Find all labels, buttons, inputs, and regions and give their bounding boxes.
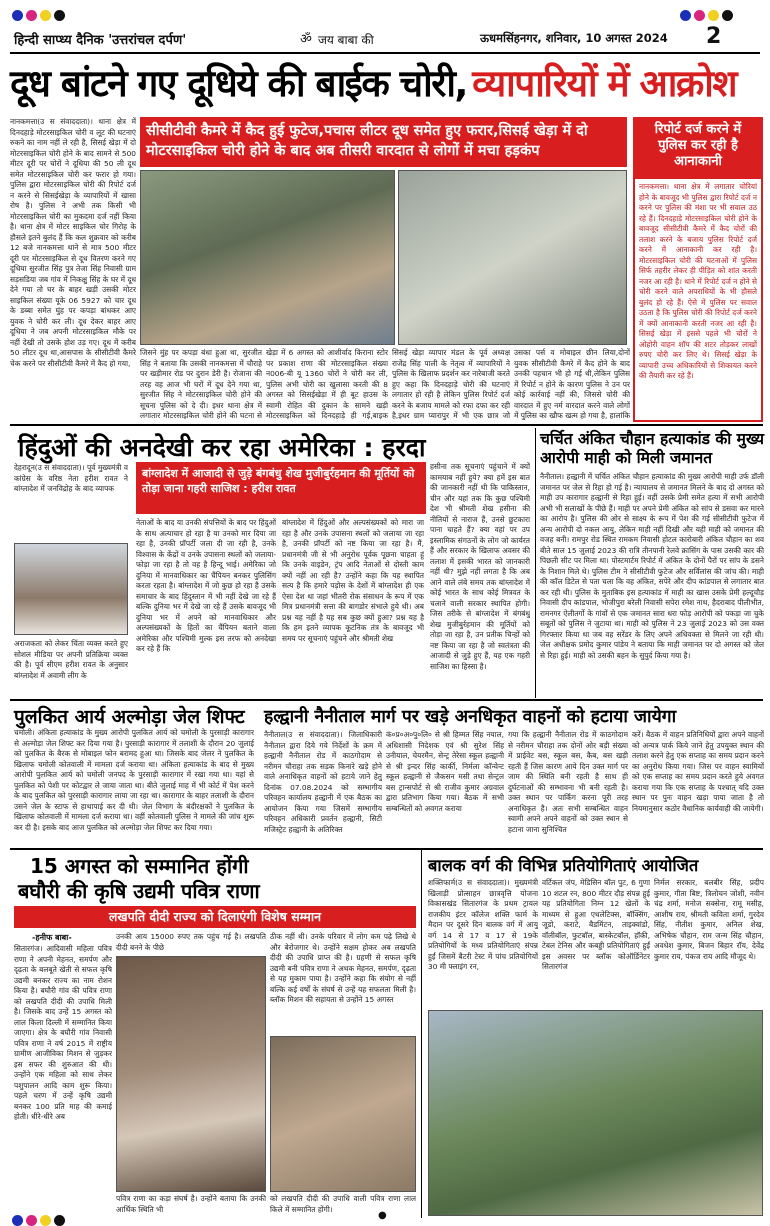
story2-col3: बांग्लादेश में हिंदुओं और अल्पसंख्यकों को मारा जा रहा है और उनके उपासना स्थलों को जलाया जा रहा है, उनकी प्रॉपर्टी को नष्ट किया जा रहा है। मैं, प्रधानमंत्री जी से भी अनुरोध पूर्वक पूछना चाहता हूं कि उनके वाइडेन, ट्रंप आदि नेताओं से दोस्ती काम क्यों नहीं आ रही है? उन्होंने कहा कि यह स्थापित सत्य है कि हमारे पड़ोस के देशों में बांग्लादेश ही एक ऐसा देश था जहां भीतरी रोक संसाधन के रूप में एक मित्र प्रधानमंत्री सत्ता की बागडोर संभाले हुये थी। अब प्रश्न यह नहीं है यह सब कुछ क्यों हुआ? प्रश्न यह है कि हम इतने व्यापक कूटनिक तंत्र के बावजूद भी समय पर सूचनाएं पहुंचने और श्रीमती शेख	[282, 518, 424, 643]
pavitra-rana-photo	[116, 956, 266, 1192]
registration-dots-bottom	[12, 1211, 68, 1226]
story7-headline: बालक वर्ग की विभिन्न प्रतियोगिताएं आयोजित	[428, 856, 699, 875]
registration-dots-right	[680, 6, 736, 25]
vrule-1	[535, 428, 536, 698]
dot-magenta	[694, 10, 705, 21]
story6-col1: सितारगंज। आदिवासी महिला पवित्र राणा ने अपनी मेहनत, समर्पण और दृढ़ता के बलबूते खेती से सफल कृषि उद्यमी बनकर राज्य का नाम रोशन किया है। बघौरी गांव की पवित्र राणा को लखपति दीदी की उपाधि मिली है। जिसके बाद उन्हें 15 अगस्त को लाल किला दिल्ली में सम्मानित किया जाएगा। क्षेत्र के बघौरी गांव निवासी पवित्र राणा ने वर्ष 2015 में राष्ट्रीय ग्रामीण आजीविका मिशन से जुड़कर इस सफर की शुरुआत की थी। उन्होंने एक महिला को साथ लेकर पशुपालन आदि काम शुरू किया। पहले चरण में उन्हें कृषि उद्यमी बनकर 100 प्रति माह की कमाई होती। धीरे-धीरे अब	[14, 944, 112, 1121]
story6-col3-top: ठीक नहीं थी। उनके परिवार में लोग कम पढ़े लिखे थे और बेरोजगार थे। उन्होंने सक्षम होकर अब लखपति दीदी की उपाधि प्राप्त की है। ग्रहणी से सफल कृषि उद्यमी बनी पवित्र राणा ने अथक मेहनत, समर्पण, दृढ़ता से यह मुकाम पाया है। उन्होंने कहा कि संयोग से नहीं बल्कि कई वर्षों के संघर्ष से उन्हें यह सफलता मिली है। ब्लॉक मिशन की सहायता से उन्होंने 15 अगस्त	[270, 932, 416, 1004]
lead-col3: खेड़ा में 6 अगस्त को आशीर्वाद किराना स्टोर पर प्रकाश राणा की मोटरसाइकिल संख्या न006-बी यू 1360 चोरों ने चोरी कर ली, पुलिस अभी चोरी का खुलासा करती की 8 अगस्त को सिसईखेड़ा में ही बूट हाउस के स्वामी रोहित की दुकान के सामने खड़ी मोटरसाइकिल को दिनदहाड़े ही गई,बाइक	[266, 348, 388, 420]
divider-3	[10, 848, 763, 850]
story6-banner: लखपति दीदी राज्य को दिलाएंगी विशेष सम्मान	[14, 906, 416, 928]
story6-headline-l1: 15 अगस्त को सम्मानित होंगी	[30, 854, 249, 878]
story4-headline: पुलकित आर्य अल्मोड़ा जेल शिफ्ट	[14, 706, 245, 728]
header-rule	[10, 52, 760, 54]
dot-black	[722, 10, 733, 21]
dot-magenta	[26, 10, 37, 21]
dot-black	[54, 10, 65, 21]
dot-yellow	[40, 1215, 51, 1226]
header-center: जय बाबा की	[318, 33, 374, 47]
story2-red-sub: बांग्लादेश में आजादी से जुड़े बंगबंधु शेख मुजीबुर्रहमान की मूर्तियों को तोड़ा जाना गहरी साजिश : हरीश रावत	[136, 462, 426, 514]
police-box-title: रिपोर्ट दर्ज करने में पुलिस कर रही है आनाकानी	[635, 119, 761, 179]
police-box	[633, 117, 763, 422]
story6-headline-l2: बघौरी की कृषि उद्यमी पवित्र राणा	[18, 879, 260, 903]
page-number: 2	[706, 24, 722, 49]
divider-2	[10, 699, 763, 701]
cctv-photo	[398, 170, 627, 345]
paper-name: हिन्दी साप्ध्य दैनिक 'उत्तरांचल दर्पण'	[14, 33, 187, 48]
lead-headline-black: दूध बांटने गए दूधिये की बाईक चोरी,	[10, 62, 467, 105]
police-box-body: नानकमत्ता। थाना क्षेत्र में लगातार चोरियां होने के बावजूद भी पुलिस द्वारा रिपोर्ट दर्ज न करने पर पुलिस की मंशा पर भी सवाल उठ रहे हैं। दिनदहाड़े मोटरसाइकिल चोरी होने के बावजूद सीसीटीवी कैमरे में कैद चोरों की तलाश करने के बजाय पुलिस रिपोर्ट दर्ज करने में आनाकानी कर रही है। मोटरसाइकिल चोरी की घटनाओं में पुलिस सिर्फ तहरीर लेकर ही पीड़ित को शांत करती नजर आ रही है। थाने में रिपोर्ट दर्ज न होने से चोरी करने वाले अपराधियों के भी हौसले बुलंद हो रहे हैं। ऐसे में पुलिस पर सवाल उठता है कि पुलिस चोरी की रिपोर्ट दर्ज करने में क्यों आनाकानी करती नजर आ रही है। सिसई खेड़ा में इससे पहले भी चोरों ने ओहोरी वाहन शॉप की शटर तोड़कर लाखों रुपए चोरी कर लिए थे। सिसई खेड़ा के व्यापारी उच्च अधिकारियों से शिकायत करने की तैयारी कर रहे हैं।	[639, 182, 757, 380]
story6-byline: -हनीफ बाबा-	[32, 933, 72, 942]
divider-1	[10, 424, 763, 426]
story6-col2-bottom: पवित्र राणा का कड़ा संघर्ष है। उन्होंने बताया कि उनकी आर्थिक स्थिति भी	[116, 1194, 266, 1214]
dot-magenta	[26, 1215, 37, 1226]
vrule-2	[421, 850, 422, 1218]
story7-col2: वर्टिकल जंप, मेडिसिन बॉल पुट, 6 गुणा 10 शटल रन, 800 मीटर दौड़ संपन्न हुई यह प्रतियोगिता निम्न 12 खेलों के माध्यम से हुआ एथलेटिक्स, बॉक्सिंग, जूडो, कराटे, बैडमिंटन, ताइक्वांडो, वॉलीबॉल, फुटबॉल, बास्केटबॉल, हॉकी, टेबल टेनिस और कबड्डी प्रतियोगिताएं हुईं इस अवसर पर ब्लॉक कोऑर्डिनेटर सितारगंज	[542, 878, 650, 971]
om-icon: ॐ	[300, 32, 312, 47]
story7-col1: शक्तिफार्म(उ स संवाददाता)। मुख्यमंत्री खिलाड़ी प्रोत्साहन छात्रवृत्ति योजना विकासखंड सितारगंज के प्रथम ट्रायल राजकीय इंटर कॉलेज शक्ति फार्म के मैदान पर दूसरे दिन बालक वर्ग में आयु वर्ग 14 से 17 व 17 से 19के प्रतियोगियों के मध्य प्रतियोगिताएं संपन्न हुईं जिसमें बैटरी टेस्ट में पांच प्रतियोगियों 30 मी फ्लाइंग रन,	[428, 878, 538, 971]
lead-col4: सिसई खेड़ा व्यापार मंडल के पूर्व अध्यक्ष राजेंद्र सिंह पाली के नेतृत्व में व्यापारियों ने पुलिस के खिलाफ प्रदर्शन कर नारेबाजी करते हुए कहा कि दिनदहाड़े चोरी की घटनाएं लगातार हो रही है लेकिन पुलिस रिपोर्ट दर्ज करने के बजाय मामले को रफा दफा कर रही है,इधर ग्राम प्यारापुर में भी एक छात्र जो	[392, 348, 510, 420]
dot-blue	[12, 10, 23, 21]
footer-mark: ●	[378, 1210, 387, 1221]
harish-rawat-photo	[14, 543, 128, 635]
story4-body: चमोली। अंकिता हत्याकांड के मुख्य आरोपी पुलकित आर्य को चमोली के पुरसाड़ी कारागार से अल्मोड़ा जेल शिफ्ट कर दिया गया है। पुरसाड़ी कारागार में तलाशी के दौरान 20 जुलाई को पुलकित के बैरक से मोबाइल फोन बरामद हुआ था। जिसके बाद जेलर ने पुलकित के खिलाफ चमोली कोतवाली में मामला दर्ज कराया था। अंकिता हत्याकांड के बाद से मुख्य आरोपी पुलकित आर्य को चमोली जनपद के पुरसाड़ी कारागार में रखा गया था। यहां से पुलकित को पेशी पर कोटद्वार ले जाया जाता था। बीते जुलाई माह में भी कोर्ट में पेश करने के बाद पुलकित को पुरसाड़ी कारागार लाया जा रहा था। कारागार के बाहर तलाशी के दौरान उसने जेल के स्टाफ से हाथापाई कर दी थी। जेल विभाग के बंदीरक्षकों ने पुलकित के खिलाफ कोतवाली में मामला दर्ज कराया था। वहीं कोतवाली पुलिस ने मामले की जांच शुरू कर दी है। इसके बाद आज पुलकित को अल्मोड़ा जेल शिफ्ट कर दिया गया।	[14, 728, 254, 832]
story2-col4: हसीना तक सूचनाएं पहुंचाने में क्यों कामयाब नहीं हुये? क्या हमें इस बात की जानकारी नहीं थी कि पाकिस्तान, चीन और यहां तक कि कुछ पश्चिमी देश भी श्रीमती शेख हसीना की नीतियों से नाराज हैं, उनसे छुटकारा पाना चाहते हैं? क्या वहां पर उप इस्लामिक संगठनों के लोग जो कार्यरत हैं और सरकार के खिलाफ अवसर की तलाश में इसकी भारत को जानकारी नहीं थी? मुझे नहीं लगता है कि अब आने वाले लंबे समय तक बांग्लादेश में कोई भारत के साथ कोई मित्रवत के चलाने वाली सरकार स्थापित होगी। जिस तरीके से बांग्लादेश में बंगबंधु शेख मुजीबुर्रहमान की मूर्तियों को तोड़ा जा रहा है, उन प्रतीक चिन्हों को नष्ट किया जा रहा है जो स्वतंत्रता की आजादी से जुड़े हुए हैं, यह एक गहरी साजिश का हिस्सा है।	[430, 462, 530, 671]
story6-col3-bottom: को लखपति दीदी की उपाधि वाली पवित्र राणा लाल किले में सम्मानित होंगी।	[270, 1194, 416, 1214]
dot-yellow	[708, 10, 719, 21]
story5-col4: करें। बैठक में वाहन प्रतिनिधियों द्वारा अपने वाहनों को अन्यत्र पार्क किये जाने हेतु उपयुक्त स्थान की तलाश करने हेतु एक सप्ताह का समय प्रदान करने का अनुरोध किया गया। जिस पर वाहन स्वामियों को एक सप्ताह का समय प्रदान करते हुये अवगत कराया गया कि एक सप्ताह के पश्चात् यदि उक्त स्थान पर पुनः वाहन खड़ा पाया जाता है तो नियमानुसार कठोर वैधानिक कार्यवाही की जायेगी।	[632, 730, 764, 813]
dateline: ऊधमसिंहनगर, शनिवार, 10 अगस्त 2024	[480, 31, 668, 45]
dot-yellow	[40, 10, 51, 21]
registration-dots-left	[12, 6, 68, 25]
story3-headline: चर्चित अंकित चौहान हत्याकांड की मुख्य आरोपी माही को मिली जमानत	[540, 430, 765, 467]
lead-col1: नानकमत्ता(उ स संवाददाता)। थाना क्षेत्र में दिनदहाड़े मोटरसाइकिल चोरी व लूट की घटनाएं रुकने का नाम नहीं ले रही है, सिसई खेड़ा में दो मोटरसाइकिल चोरी होने के बाद सामने से 500 मीटर दूरी पर चोरों ने दूधिया की 50 ली दूध समेत मोटरसाइकिल चोरी कर फरार हो गया। पुलिस द्वारा मोटरसाइकिल चोरी की रिपोर्ट दर्ज न करने से सिसईखेड़ा के व्यापारियों में खासा रोष है। पुलिस ने अभी तक किसी भी मोटरसाइकिल चोरी का मुकदमा दर्ज नहीं किया है। थाना क्षेत्र में मोटर साइकिल चोर गिरोह के हौसले इतने बुलंद हैं कि कल शुक्रवार को करीब 12 बजे नानकमत्ता थाने से मात्र 500 मीटर दूरी पर मोटरसाइकिल से दूध वितरण करने गए दूधिया सुरजीत सिंह पुत्र तेजा सिंह निवासी ग्राम सड़सडिया जब गांव में निकक्षु सिंह के घर में दूध देने गया तो घर के बाहर खड़ी उसकी मोटर साइकिल संख्या यूके 06 5927 को चार दूध के डब्बा समेत घुंह पर कपड़ा बांधकर आए युवक ने चोरी कर ली। दूध देकर बाहर आए दूधिया ने जब अपनी मोटरसाइकिल मौके पर नहीं देखी तो उसके होश उड़ गए। दूध में करीब 50 लीटर दूध था,आसपास के सीसीटीवी कैमरे चेक करने पर सीसीटीवी कैमरे में कैद हो गया,	[10, 117, 136, 368]
lead-col2: जिसने मुंह पर कपड़ा बंधा हुआ था, सुरजीत सिंह ने बताया कि उसकी नानकमत्ता में चौराहे पर खड़ीमार रोड पर दुरान डेरी है। रोजाना की तरह वह आज भी घरों में दूध देने गया था, सुरजीत सिंह ने मोटरसाइकिल चोरी होने की सूचना पुलिस को दे दी। इधर थाना क्षेत्र में लगातार मोटरसाइकिल चोरी होने की घटना से	[140, 348, 262, 420]
story7-col3: निर्मल सरकार, बलबीर सिंह, प्रदीप कुमार, गीता बिष्ट, त्रिलोचन जोशी, नवीन चंद्र शर्मा, मनोज सक्सेना, रामू मसीह, आशीष राय, श्रीमती कविता शर्मा, गुरदेव सिंह, नीतीश कुमार, अनिल शेख, अभिषेक चौहान, राम जन्म सिंह चौहान, अवधेश कुमार, बिजन बिहार रॉय, देवेंद्र कुमार राय, पंकज राय आदि मौजूद थे।	[654, 878, 764, 961]
story2-col1b: अराजकता को लेकर चिंता व्यक्त करते हुए सोशल मीडिया पर अपनी प्रतिक्रिया व्यक्त की है। पूर्व सीएम हरीश रावत के अनुसार बांग्लादेश में अवामी लीग के	[14, 639, 128, 680]
story5-col3: गया कि हल्द्वानी नैनीताल रोड में काठगोदाम से नरीमन चौराहा तक दोनों ओर बड़ी संख्या में प्राईवेट बस, स्कूल बस, कैब, बस खड़ी रहती हैं जिस कारण आये दिन उक्त मार्ग पर जाम की स्थिति बनी रहती है साथ ही दुर्घटनाओं की सम्भावना भी बनी रहती है। उक्त स्थान पर पार्किंग करना पूरी तरह अनाधिकृत है। अतः सभी सम्बन्धित वाहन स्वामी अपने अपने वाहनों को उक्त स्थान से हटाना जाना सुनिश्चित	[508, 730, 628, 834]
lead-sub-banner: सीसीटीवी कैमरे में कैद हुई फुटेज,पचास लीटर दूध समेत हुए फरार,सिसई खेड़ा में दो मोटरसाइकिल चोरी होने के बाद अब तीसरी वारदात से लोगों में मचा हड़कंप	[140, 117, 627, 167]
lead-headline-red: व्यापारियों में आक्रोश	[472, 62, 736, 105]
story2-col2: नेताओं के बाद या उनकी संपत्तियों के बाद पर हिंदुओं के साथ अत्याचार हो रहा है या उनको मार दिया जा रहा है, उनकी प्रॉपर्टी जला दी जा रही है, उनके विश्वास के केंद्रों व उनके उपासना स्थलों को जलाया-फोड़ा जा रहा है तो वह है हिन्दू भाई। अमेरिका जो दुनिया में मानवाधिकार का चैंपियन बनकर पुलिसिंग करता रहता है। बांग्लादेश में जो कुछ हो रहा है उसके समाचार के बाद हिंदुस्तान में भी नहीं देखे जा रहे हैं बल्कि दुनिया भर में देखे जा रहे हैं उसके बावजूद भी दुनिया भर में अपने को मानवाधिकार और अल्पसंख्यकों के हितों का चैंपियन बताने वाला अमेरिका और पश्चिमी मुल्क इस तरफ को अनदेखा कर रहे हैं कि	[136, 518, 276, 653]
lead-col5: उसका पर्स व मोबाइल छीन लिया,दोनों युवक सीसीटीवी कैमरे में कैद होने के बाद उनकी पहचान भी हो गई थी,लेकिन पुलिस में रिपोर्ट न होने के कारण पुलिस ने उन पर कोई कार्रवाई नहीं की, जिससे चोरी की वारदात में हुए नर्म वारदात करने वाले लोगों में पुलिस का खौफ खत्म हो गया है, हालांकि	[514, 348, 630, 420]
story5-col2: कं०प्र०अ०पु०लि० से श्री हिम्मत सिंह नयाल, अधिशासी निदेशक एवं श्री सुरेश सिंह उनीयाल, चेयरमैन, सेन्ट्र तेरेसा स्कूल हल्द्वानी से श्री इन्दर सिंह कार्की, निर्मला कॉन्वेन्ट स्कूल हल्द्वानी से जैकसन मसी तथा सेन्ट्रल बस ट्रान्सपोर्ट से श्री राजीव कुमार अग्रवाल द्वारा प्रतिभाग किया गया। बैठक में सभी सम्बन्धितों को अवगत कराया	[386, 730, 504, 813]
sports-event-photo	[428, 1010, 763, 1216]
dot-black	[54, 1215, 65, 1226]
story2-headline: हिंदुओं की अनदेखी कर रहा अमेरिका : हरदा	[18, 433, 426, 462]
dot-blue	[680, 10, 691, 21]
dot-blue	[12, 1215, 23, 1226]
story5-headline: हल्द्वानी नैनीताल मार्ग पर खड़े अनधिकृत वाहनों को हटाया जायेगा	[264, 707, 677, 727]
story2-col1: देहरादून(उ स संवाददाता)। पूर्व मुख्यमंत्री व कांग्रेस के वरिष्ठ नेता हरीश रावत ने बांग्लादेश में जनविद्रोह के बाद व्यापक	[14, 463, 128, 493]
story6-col2-top: उनकी आय 15000 रुपए तक पहुंच गई है। लखपति दीदी बनने के पीछे	[116, 932, 266, 952]
protest-photo	[140, 170, 395, 345]
story3-body: नैनीताल। हल्द्वानी में चर्चित अंकित चौहान हत्याकांड की मुख्य आरोपी माही उर्फ डॉली जमानत पर जेल से रिहा हो गई है। न्यायालय से जमानत मिलने के बाद दो अगस्त को माही उप कारागार हल्द्वानी से रिहा हुई। वहीं उसके प्रेमी समेत हत्या में सभी आरोपी अभी भी सलाखों के पीछे हैं। माही पर अपने प्रेमी अंकित को सांप से डसवा कर मारने का आरोप है। पुलिस की ओर से साक्ष्य के रूप में पेश की गई सीसीटीवी फुटेज में अन्य आरोपी दो नकल आयु, लेकिन माही नहीं दिखी और यही माही को जमानत की वजह बनी। रामपुर रोड स्थित रामकम निवासी होटल कारोबारी अंकित चौहान का शव बीते साल 15 जुलाई 2023 की रात्रि तीनपानी रेलवे क्रासिंग के पास उसकी कार की पिछली सीट पर मिला था। पोस्टमार्टम रिपोर्ट में अंकित के दोनों पैरों पर सांप के डसने के निशान मिले थे। पुलिस टीम ने सीसीटीवी फुटेज और सर्विलांस की जांच की। माही की कॉल डिटेल से पता चला कि वह अंकित, सपेरे और दीप कांडपाल से लगातार बात कर रही थी। पुलिस के मुताबिक इस हत्याकांड में माही का खास उसके प्रेमी हल्दूचौड़ निवासी दीप कांडपाल, भोजीपुरा बरेली निवासी सपेरा रमेश नाथ, हैदराबाद पीलीभीत, रामनगर ऐलीतर्गो के गांवों से एक जमानत सारा धरा फोड़ आरोपी को पकड़ा जा चुके सबूतों को पुलिस ने जुटाया था। माही को पुलिस ने 23 जुलाई 2023 को उस वक्त गिरफ्तार किया था जब वह सरेंडर के लिए अपने अधिवक्ता से मिलने जा रही थी। जेल अधीक्षक प्रमोद कुमार पांडेय ने बताया कि माही जमानत पर दो अगस्त को जेल से रिहा हुई। माही को उसकी बहन के सुपुर्द किया गया है।	[540, 472, 764, 660]
lakhpati-didi-photo	[270, 1036, 416, 1192]
masthead	[0, 0, 770, 58]
story5-col1: नैनीताल(उ स संवाददाता)। जिलाधिकारी नैनीताल द्वारा दिये गये निर्देशों के क्रम में हल्द्वानी नैनीताल रोड में काठगोदाम से नरीमन चौराहा तक सड़क किनारे खड़े होने वाले अनाधिकृत वाहनों को हटाये जाने हेतु दिनांक 07.08.2024 को सम्भागीय परिवहन कार्यालय हल्द्वानी में एक बैठक का आयोजन किया गया जिसमें सम्भागीय परिवहन अधिकारी प्रवर्तन हल्द्वानी, सिटी मजिस्ट्रेट हल्द्वानी के अतिरिक्त	[264, 730, 382, 834]
lead-headline	[10, 56, 770, 116]
